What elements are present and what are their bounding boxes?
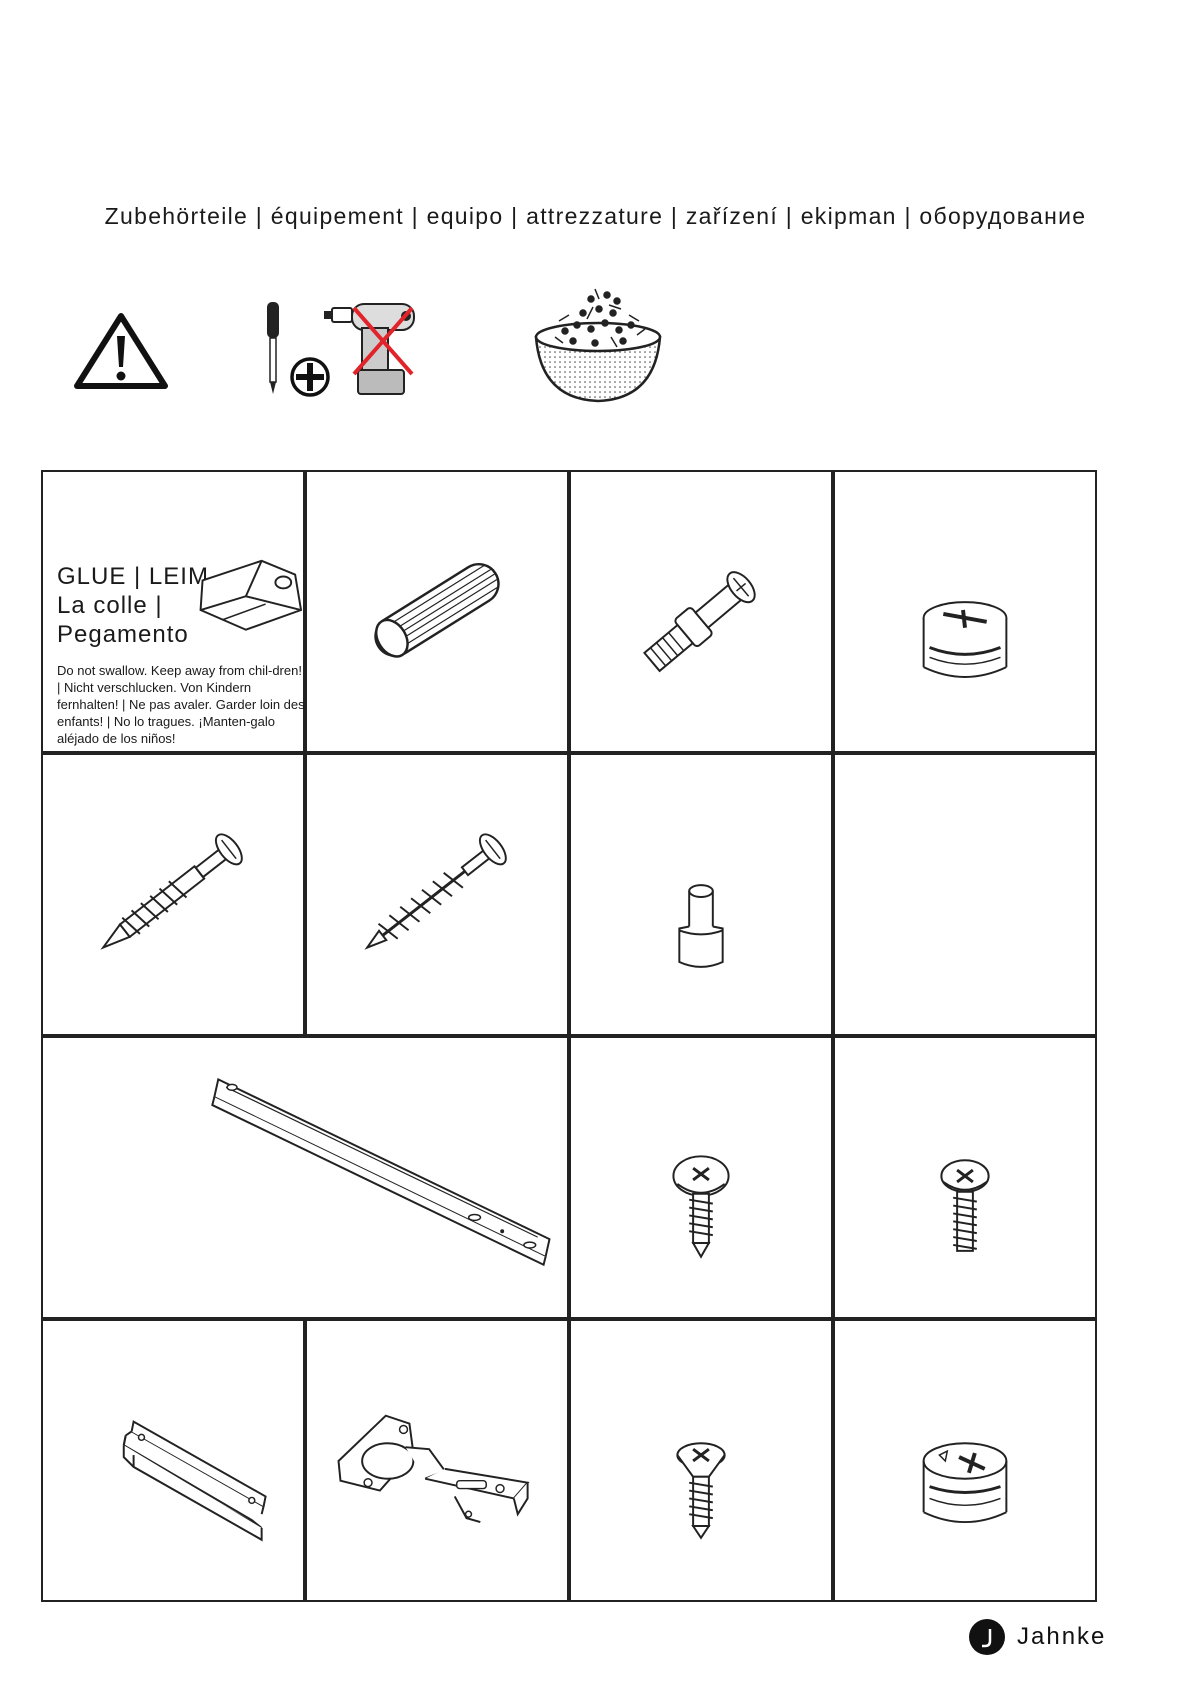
page-title: Zubehörteile | équipement | equipo | attrezzature | zařízení | ekipman | оборудование: [104, 203, 1087, 229]
part-cam-lock-nut-arrow: [833, 1319, 1097, 1602]
drawer-runner-icon: [43, 1038, 567, 1317]
part-cam-lock-nut: [833, 470, 1097, 753]
part-countersunk-screw: [569, 1319, 833, 1602]
angle-bracket-icon: [43, 1321, 303, 1600]
part-wooden-dowel: [305, 470, 569, 753]
wood-screw-coarse-icon: [307, 755, 567, 1034]
cabinet-hinge-icon: [307, 1321, 567, 1600]
warning-triangle-icon: [73, 312, 169, 390]
pan-head-screw-icon: [571, 1038, 831, 1317]
cam-bolt-icon: [571, 472, 831, 751]
part-shelf-pin: [569, 753, 833, 1036]
part-pan-head-screw: [569, 1036, 833, 1319]
part-cabinet-hinge: [305, 1319, 569, 1602]
countersunk-screw-icon: [571, 1321, 831, 1600]
part-angle-bracket: [41, 1319, 305, 1602]
glue-title-line3: Pegamento: [57, 621, 189, 648]
wooden-dowel-icon: [307, 472, 567, 751]
glue-title-line2: La colle |: [57, 592, 163, 619]
parts-grid: [41, 470, 1089, 1595]
cam-lock-nut-icon: [835, 472, 1095, 751]
brand-logo: [969, 1619, 1106, 1655]
part-wood-screw-coarse: [305, 753, 569, 1036]
part-empty: [833, 753, 1097, 1036]
screwdriver-no-drill-icon: [258, 298, 428, 398]
part-wood-screw-long: [41, 753, 305, 1036]
brand-name: Jahnke: [1017, 1623, 1107, 1650]
glue-title-line1: GLUE | LEIM: [57, 563, 209, 590]
parts-bowl-icon: [533, 285, 663, 403]
cam-lock-nut-arrow-icon: [835, 1321, 1095, 1600]
shelf-pin-icon: [571, 755, 831, 1034]
glue-cell: [41, 470, 305, 753]
pan-head-screw-small-icon: [835, 1038, 1095, 1317]
wood-screw-long-icon: [43, 755, 303, 1034]
brand-logo-icon: [969, 1619, 1005, 1655]
glue-warning-text: Do not swallow. Keep away from chil-dren! | Nicht verschlucken. Von Kindern fernhalten! | Ne pas avaler. Garder loin des enfants! | No lo tragues. ¡Manten-galo aléjado de los niños!: [57, 663, 305, 746]
part-cam-bolt: [569, 470, 833, 753]
part-drawer-runner: [41, 1036, 569, 1319]
part-pan-head-screw-small: [833, 1036, 1097, 1319]
